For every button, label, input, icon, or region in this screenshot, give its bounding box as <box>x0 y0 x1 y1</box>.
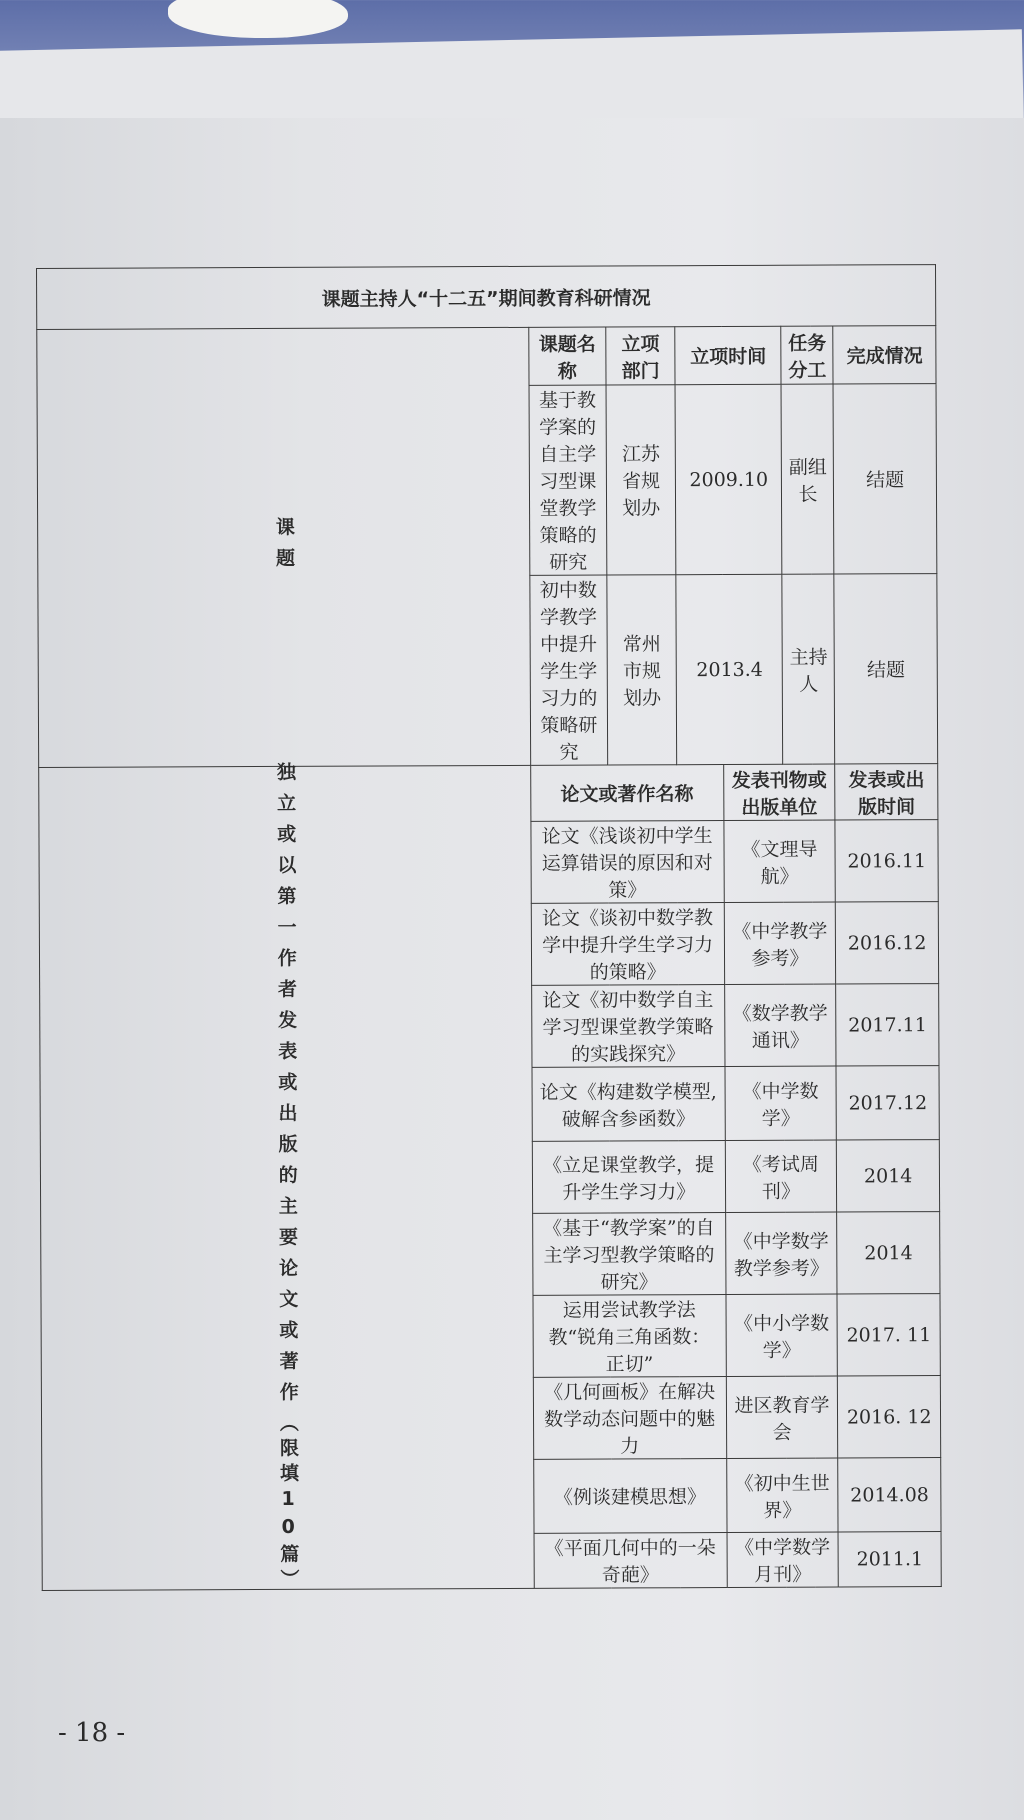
paper-title: 《几何画板》在解决数学动态问题中的魅力 <box>533 1377 726 1460</box>
paper-publisher: 《中小学数学》 <box>726 1294 838 1376</box>
research-table <box>36 264 942 1594</box>
paper-publisher: 《数学教学通讯》 <box>724 984 836 1066</box>
papers-section-label: 独立或以第一作者发表或出版的主要论文或著作 （限填10篇） <box>39 765 534 1590</box>
document-page <box>0 118 1024 1820</box>
paper-title: 《基于“教学案”的自主学习型教学策略的研究》 <box>532 1213 725 1296</box>
paper-publisher: 《中学教学参考》 <box>724 902 836 984</box>
project-name: 基于教学案的自主学习型课堂教学策略的研究 <box>529 385 607 575</box>
project-status: 结题 <box>833 384 936 574</box>
research-table-container <box>36 264 941 1594</box>
paper-date: 2016. 12 <box>838 1376 941 1458</box>
paper-title: 论文《谈初中数学教学中提升学生学习力的策略》 <box>531 903 724 986</box>
page-number: - 18 - <box>58 1718 126 1748</box>
project-status: 结题 <box>834 574 937 764</box>
project-role: 主持人 <box>782 574 835 764</box>
paper-title: 《例谈建模思想》 <box>533 1458 726 1533</box>
project-department: 常州市规划办 <box>607 575 677 765</box>
project-role: 副组长 <box>781 384 834 574</box>
header-status: 完成情况 <box>833 326 936 384</box>
paper-date: 2014.08 <box>838 1458 941 1532</box>
paper-publisher: 《中学数学月刊》 <box>727 1532 839 1587</box>
paper-date: 2017.12 <box>836 1066 939 1140</box>
paper-publisher: 进区教育学会 <box>726 1376 838 1458</box>
header-publisher: 发表刊物或出版单位 <box>723 764 835 820</box>
paper-title: 《平面几何中的一朵奇葩》 <box>534 1532 727 1588</box>
project-date: 2009.10 <box>675 384 782 574</box>
header-project-name: 课题名称 <box>528 327 606 385</box>
paper-date: 2011.1 <box>838 1532 941 1587</box>
paper-date: 2017.11 <box>836 984 939 1066</box>
paper-date: 2014 <box>837 1140 940 1212</box>
header-date: 立项时间 <box>675 326 781 384</box>
paper-title: 《立足课堂教学，提升学生学习力》 <box>532 1141 725 1214</box>
papers-section-note: （限填10篇） <box>276 1412 300 1594</box>
table-title: 课题主持人“十二五”期间教育科研情况 <box>37 265 936 330</box>
paper-date: 2017. 11 <box>837 1294 940 1376</box>
header-publish-date: 发表或出版时间 <box>835 764 938 820</box>
projects-section-label: 课题 <box>37 327 531 767</box>
project-date: 2013.4 <box>676 574 783 764</box>
project-department: 江苏省规划办 <box>606 385 676 575</box>
header-paper-title: 论文或著作名称 <box>530 765 723 822</box>
paper-date: 2016.11 <box>835 820 938 902</box>
header-role: 任务分工 <box>781 326 833 384</box>
paper-publisher: 《初中生世界》 <box>726 1458 838 1532</box>
paper-publisher: 《中学数学》 <box>725 1066 837 1140</box>
paper-title: 论文《浅谈初中学生运算错误的原因和对策》 <box>531 821 724 904</box>
paper-title: 论文《初中数学自主学习型课堂教学策略的实践探究》 <box>531 985 724 1068</box>
paper-title: 运用尝试教学法教“锐角三角函数：正切” <box>533 1295 726 1378</box>
tissue-object <box>168 0 348 38</box>
paper-date: 2014 <box>837 1212 940 1294</box>
header-department: 立项部门 <box>606 327 675 385</box>
paper-publisher: 《考试周刊》 <box>725 1140 837 1212</box>
project-name: 初中数学教学中提升学生学习力的策略研究 <box>530 575 608 765</box>
paper-publisher: 《中学数学教学参考》 <box>725 1212 837 1294</box>
paper-title: 论文《构建数学模型,破解含参函数》 <box>532 1067 725 1142</box>
paper-publisher: 《文理导航》 <box>723 820 835 902</box>
paper-date: 2016.12 <box>836 902 939 984</box>
